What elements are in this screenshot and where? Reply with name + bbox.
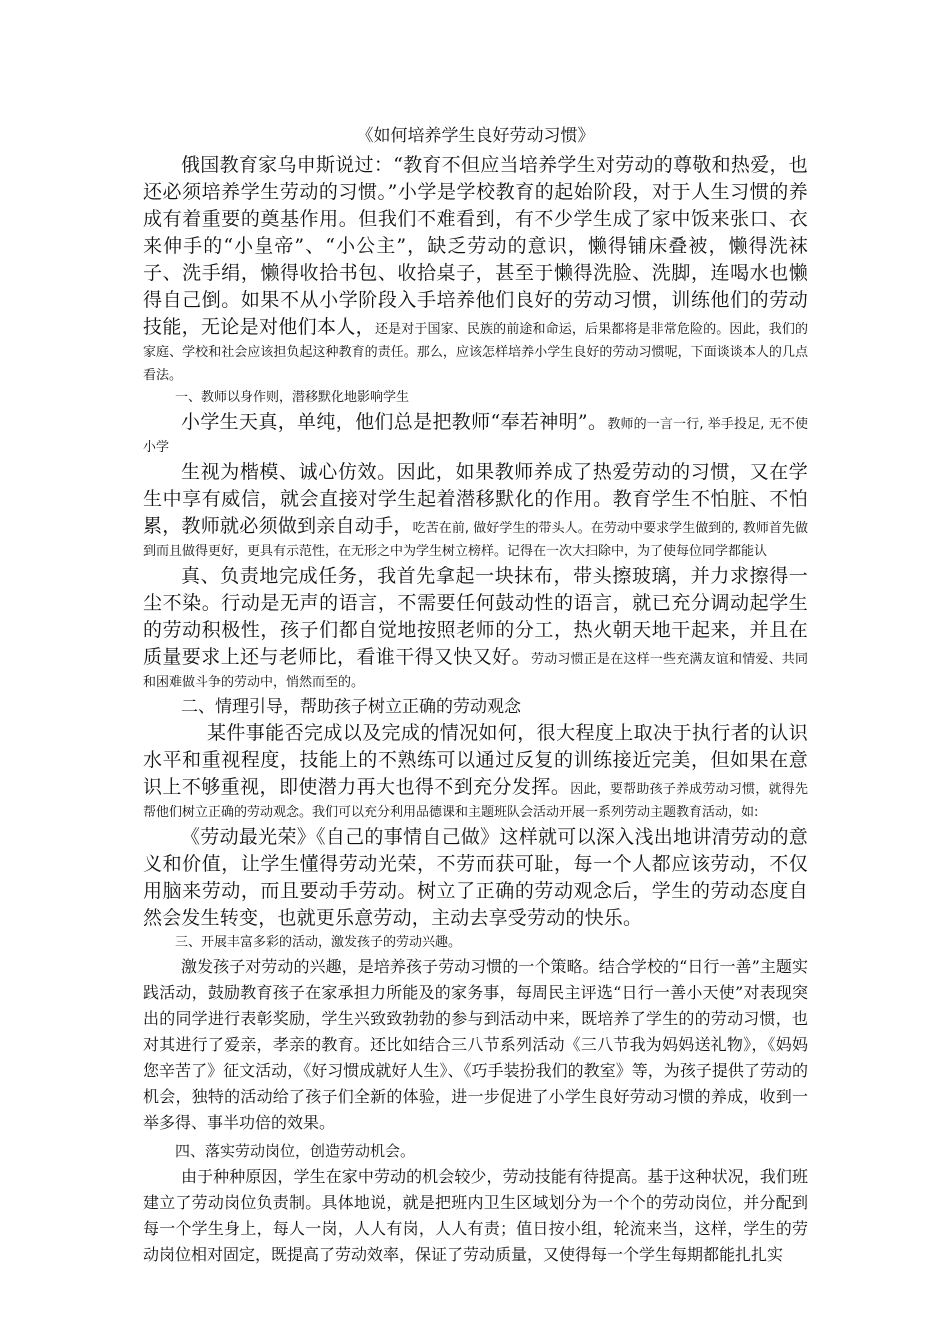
section-1-paragraph-1 <box>143 409 808 459</box>
section-1-paragraph-3 <box>143 563 808 694</box>
intro-text-small: 还是对于国家、民族的前途和命运，后果都将是非常危险的。因此，我们的家庭、学校和社会应该担负起这种教育的责任。那么，应该怎样培养小学生良好的劳动习惯呢，下面谈谈本人的几点看法。 <box>143 322 808 383</box>
document-title: 《如何培养学生良好劳动习惯》 <box>356 126 595 146</box>
s1-p3-text-small: 劳动习惯正是在这样一些充满友谊和情爱、共同和困难做斗争的劳动中，悄然而至的。 <box>143 652 808 690</box>
document-page <box>143 124 808 1268</box>
section-2-paragraph-1 <box>143 720 808 824</box>
s1-p2-text-large: 生视为楷模、诚心仿效。因此，如果教师养成了热爱劳动的习惯，又在学生中享有威信，就会直接对学生起着潜移默化的作用。教育学生不怕脏、不怕累，教师就必须做到亲自动手， <box>143 461 808 537</box>
s1-p1-text-small: 教师的一言一行, 举手投足, 无不使小学 <box>143 417 809 455</box>
section-3-paragraph-1: 激发孩子对劳动的兴趣，是培养孩子劳动习惯的一个策略。结合学校的“日行一善”主题实践活动，鼓励教育孩子在家承担力所能及的家务事，每周民主评选“日行一善小天使”对表现突出的同学进行表彰奖励，学生兴致致勃勃的参与到活动中来，既培养了学生的的劳动习惯，也对其进行了爱亲，孝亲的教育。还比如结合三八节系列活动《三八节我为妈妈送礼物》，《妈妈您辛苦了》征文活动，《好习惯成就好人生》、《巧手装扮我们的教室》等，为孩子提供了劳动的机会，独特的活动给了孩子们全新的体验，进一步促进了小学生良好劳动习惯的养成，收到一举多得、事半功倍的效果。 <box>143 957 808 1132</box>
section-2-paragraph-2: 《劳动最光荣》《自己的事情自己做》这样就可以深入浅出地讲清劳动的意义和价值，让学生懂得劳动光荣，不劳而获可耻，每一个人都应该劳动，不仅用脑来劳动，而且要动手劳动。树立了正确的劳动观念后，学生的劳动态度自然会发生转变，也就更乐意劳动，主动去享受劳动的快乐。 <box>143 826 808 929</box>
section-4-heading: 四、落实劳动岗位，创造劳动机会。 <box>175 1142 416 1160</box>
section-3-heading: 三、开展丰富多彩的活动，激发孩子的劳动兴趣。 <box>175 935 462 950</box>
s1-p1-text-large: 小学生天真，单纯，他们总是把教师“奉若神明”。 <box>181 411 608 433</box>
section-2-heading: 二、情理引导，帮助孩子树立正确的劳动观念 <box>181 697 521 717</box>
s2-p1-text-large: 某件事能否完成以及完成的情况如何，很大程度上取决于执行者的认识水平和重视程度，技能上的不熟练可以通过反复的训练接近完美，但如果在意识上不够重视，即使潜力再大也得不到充分发挥。 <box>143 722 808 798</box>
s2-p1-text-small: 因此，要帮助孩子养成劳动习惯，就得先帮他们树立正确的劳动观念。我们可以充分利用品德课和主题班队会活动开展一系列劳动主题教育活动，如: <box>143 782 808 820</box>
s1-p3-text-large: 真、负责地完成任务，我首先拿起一块抹布，带头擦玻璃，并力求擦得一尘不染。行动是无声的语言，不需要任何鼓动性的语言，就已充分调动起学生的劳动积极性，孩子们都自觉地按照老师的分工，热火朝天地干起来，并且在质量要求上还与老师比，看谁干得又快又好。 <box>143 565 808 668</box>
intro-paragraph <box>143 152 808 387</box>
s1-p2-text-small: 吃苦在前, 做好学生的带头人。在劳动中要求学生做到的, 教师首先做到而且做得更好，更具有示范性，在无形之中为学生树立榜样。记得在一次大扫除中，为了使每位同学都能认 <box>143 521 808 559</box>
section-1-paragraph-2 <box>143 459 808 563</box>
section-4-paragraph-1: 由于种种原因，学生在家中劳动的机会较少，劳动技能有待提高。基于这种状况，我们班建立了劳动岗位负责制。具体地说，就是把班内卫生区域划分为一个个的劳动岗位，并分配到每一个学生身上，每人一岗，人人有岗，人人有责；值日按小组，轮流来当，这样，学生的劳动岗位相对固定，既提高了劳动效率，保证了劳动质量，又使得每一个学生每期都能扎扎实 <box>143 1167 808 1264</box>
section-1-heading: 一、教师以身作则，潜移默化地影响学生 <box>175 390 410 405</box>
intro-text-large: 俄国教育家乌申斯说过：“教育不但应当培养学生对劳动的尊敬和热爱，也还必须培养学生劳动的习惯。”小学是学校教育的起始阶段，对于人生习惯的养成有着重要的奠基作用。但我们不难看到，有不少学生成了家中饭来张口、衣来伸手的“小皇帝”、“小公主”，缺乏劳动的意识，懒得铺床叠被，懒得洗袜子、洗手绢，懒得收拾书包、收拾桌子，甚至于懒得洗脸、洗脚，连喝水也懒得自己倒。如果不从小学阶段入手培养他们良好的劳动习惯，训练他们的劳动技能，无论是对他们本人， <box>143 154 808 338</box>
